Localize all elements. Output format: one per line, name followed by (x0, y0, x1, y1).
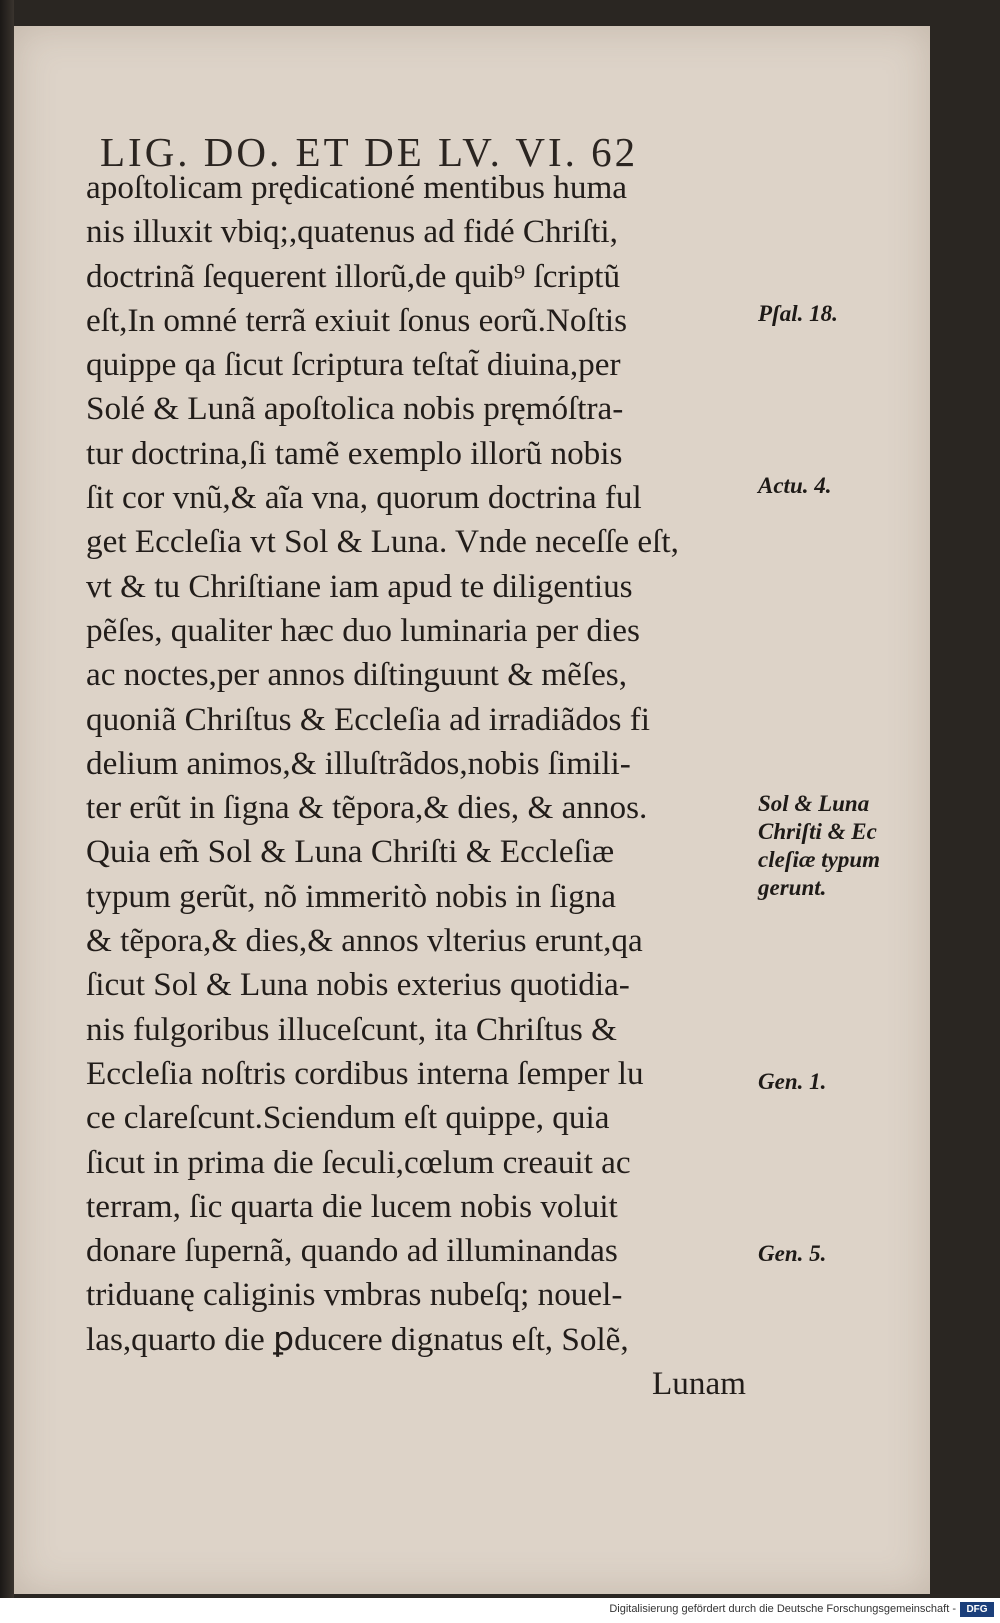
text-line: tur doctrina,ſi tamẽ exemplo illorũ nobis (86, 434, 623, 472)
text-line: nis illuxit vbiq;,quatenus ad fidé Chriſti, (86, 213, 618, 251)
text-line: ce clareſcunt.Sciendum eſt quippe, quia (86, 1099, 610, 1137)
text-line: triduanę caliginis vmbras nubeſq; nouel- (86, 1276, 623, 1314)
marginal-note-psal (758, 300, 918, 328)
running-header: LIG. DO. ET DE LV. VI. 62 (100, 129, 639, 175)
text-line: Eccleſia noſtris cordibus interna ſemper lu (86, 1054, 644, 1092)
text-line: vt & tu Chriſtiane iam apud te diligentius (86, 567, 633, 605)
text-line: get Eccleſia vt Sol & Luna. Vnde neceſſe eſt, (86, 523, 679, 561)
marginal-note-line: Pſal. 18. (758, 301, 838, 326)
text-line: ſit cor vnũ,& aĩa vna, quorum doctrina ful (86, 479, 642, 517)
marginal-note-actu (758, 472, 918, 500)
body-text (86, 166, 746, 1406)
marginal-note-line: Chriſti & Ec (758, 819, 877, 844)
text-line: ſicut Sol & Luna nobis exterius quotidia- (86, 966, 630, 1004)
text-line: donare ſupernã, quando ad illuminandas (86, 1232, 618, 1270)
text-line: doctrinã ſequerent illorũ,de quib⁹ ſcriptũ (86, 257, 621, 295)
text-line: quoniã Chriſtus & Eccleſia ad irradiãdos fi (86, 700, 651, 738)
marginal-note-line: Gen. 1. (758, 1069, 827, 1094)
marginal-note-line: Gen. 5. (758, 1241, 827, 1266)
text-line: quippe qa ſicut ſcriptura teſtat̃ diuina,per (86, 346, 621, 384)
dfg-logo: DFG (960, 1602, 994, 1617)
marginal-note-gen1 (758, 1068, 918, 1096)
marginal-note-line: Actu. 4. (758, 473, 832, 498)
marginal-note-line: cleſiæ typum (758, 847, 880, 872)
text-line: nis fulgoribus illuceſcunt, ita Chriſtus & (86, 1010, 617, 1048)
text-line: eſt,In omné terrã exiuit ſonus eorũ.Noſtis (86, 301, 628, 339)
text-line: typum gerũt, nõ immeritò nobis in ſigna (86, 877, 617, 915)
book-edge (0, 0, 14, 1598)
text-line: Solé & Lunã apoſtolica nobis pręmóſtra- (86, 390, 624, 428)
marginal-note-line: Sol & Luna (758, 791, 870, 816)
text-line: las,quarto die ꝑducere dignatus eſt, Solẽ, (86, 1320, 629, 1358)
marginal-note-sol-luna (758, 790, 918, 902)
text-line: Quia em̃ Sol & Luna Chriſti & Eccleſiæ (86, 833, 615, 871)
text-line: pẽſes, qualiter hæc duo luminaria per dies (86, 611, 640, 649)
text-line: & tẽpora,& dies,& annos vlterius erunt,qa (86, 922, 643, 960)
text-line: ter erũt in ſigna & tẽpora,& dies, & annos. (86, 789, 648, 827)
marginal-note-gen5 (758, 1240, 918, 1268)
text-line: ſicut in prima die ſeculi,cœlum creauit ac (86, 1143, 631, 1181)
text-line: delium animos,& illuſtrãdos,nobis ſimili- (86, 744, 631, 782)
marginal-note-line: gerunt. (758, 875, 827, 900)
catchword: Lunam (651, 1365, 746, 1403)
text-line: ac noctes,per annos diſtinguunt & mẽſes, (86, 656, 628, 694)
text-line: terram, ſic quarta die lucem nobis voluit (86, 1187, 618, 1225)
footer-bar (0, 1598, 1000, 1623)
footer-credit: Digitalisierung gefördert durch die Deutsche Forschungsgemeinschaft - (609, 1603, 956, 1615)
text-line: apoſtolicam prędicationé mentibus huma (86, 169, 627, 206)
